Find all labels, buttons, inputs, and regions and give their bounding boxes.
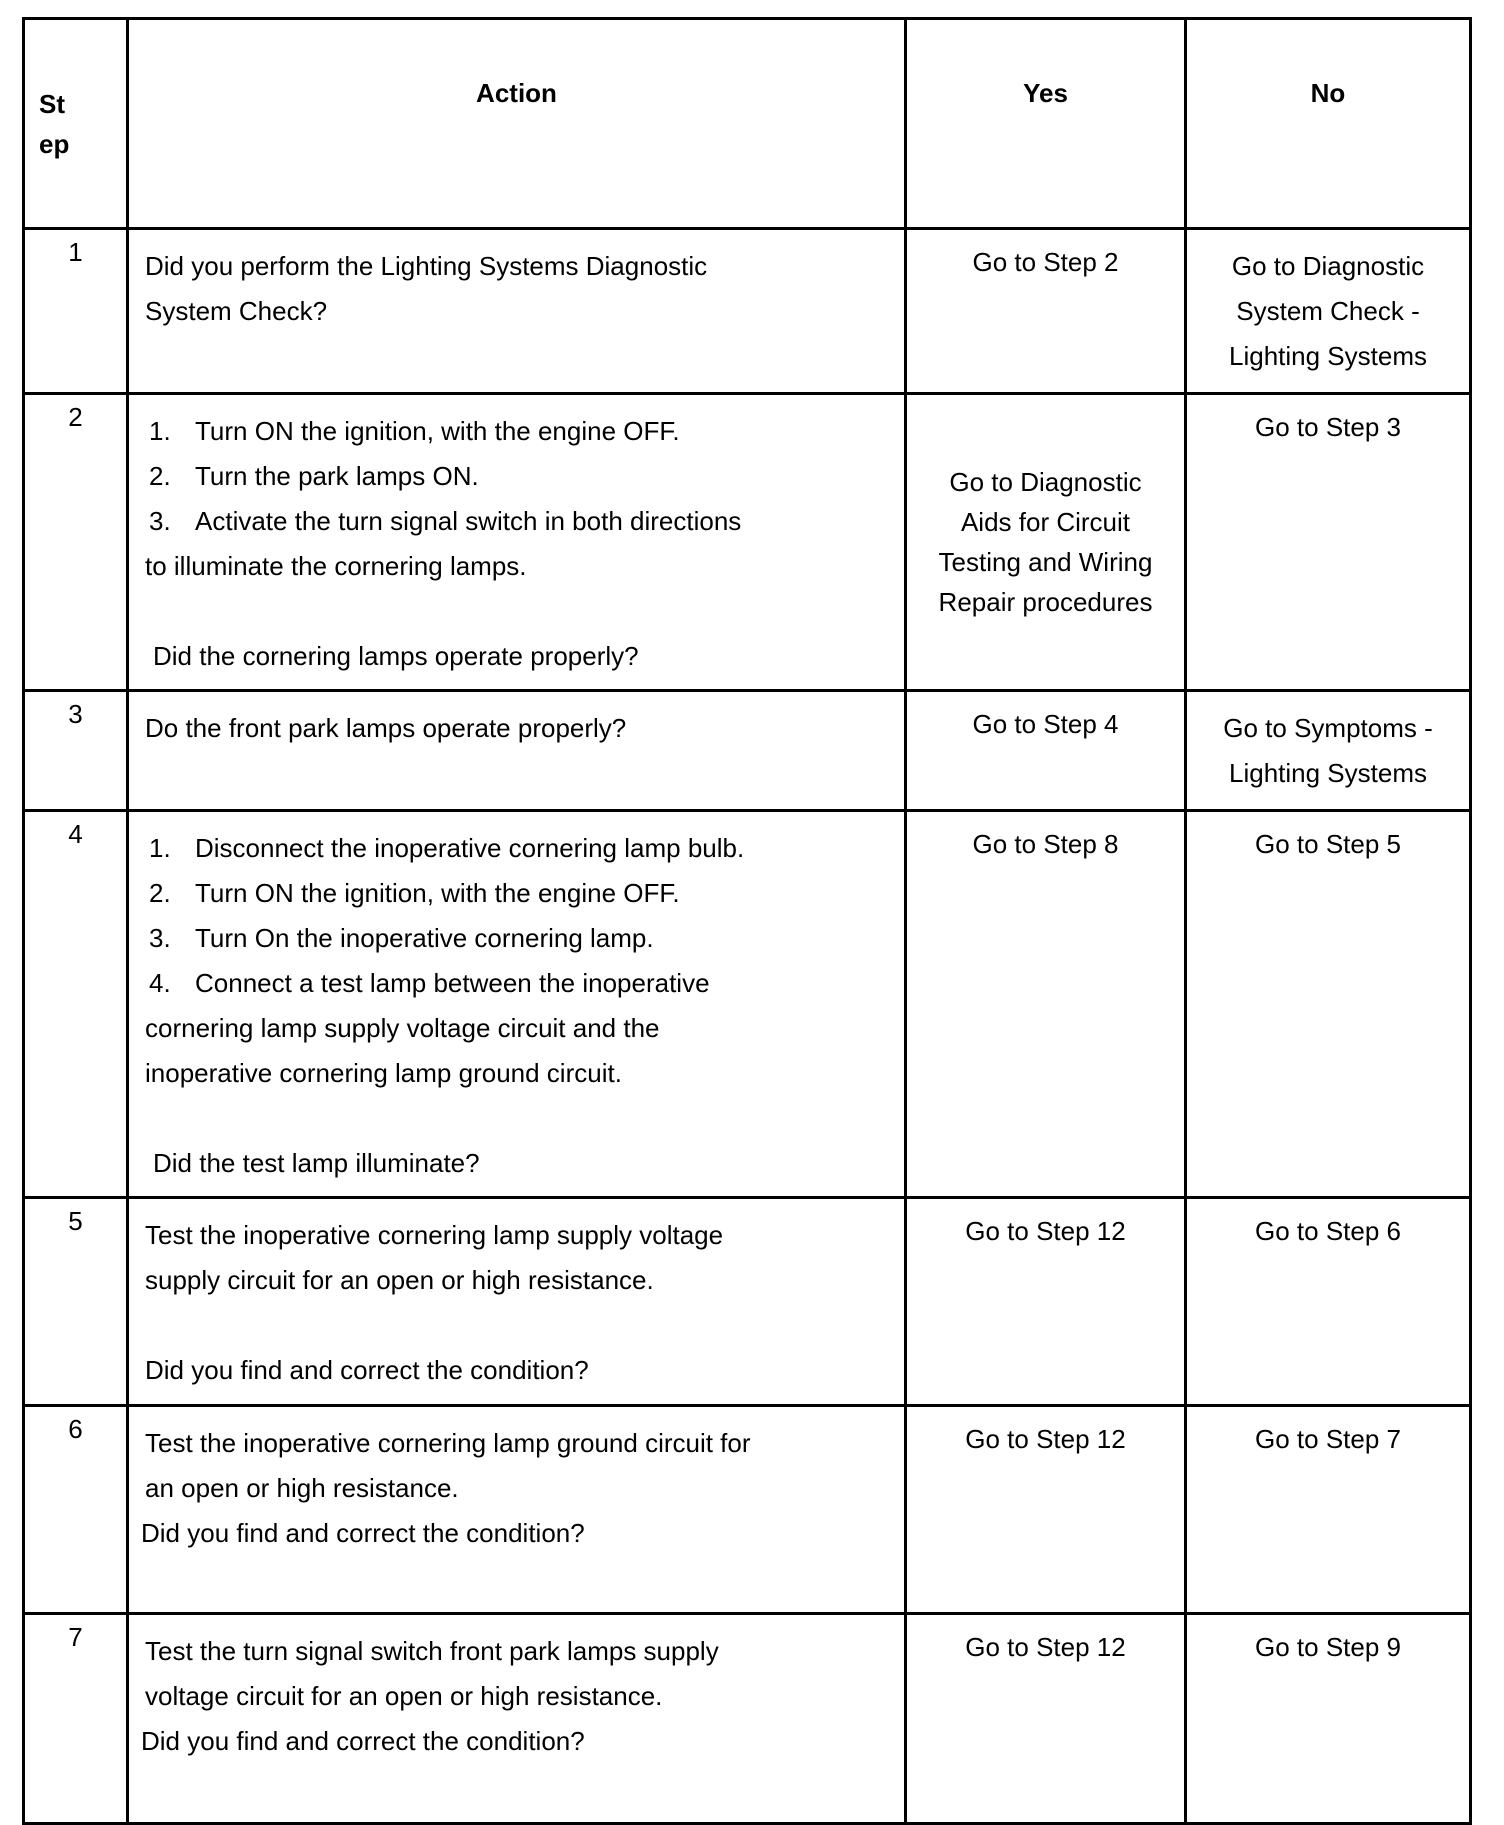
no-link-line: Go to Diagnostic [1231,251,1425,281]
action-text: an open or high resistance. [145,1473,459,1503]
action-text: inoperative cornering lamp ground circuit. [145,1058,622,1088]
yes-link[interactable]: Go to Step 4 [972,709,1119,739]
spacer [145,1096,888,1141]
no-link-line: Lighting Systems [1229,341,1427,371]
action-list-item: 1. Disconnect the inoperative cornering lamp bulb. [149,833,745,863]
yes-link[interactable]: Go to Step 12 [965,1632,1126,1662]
step-number: 5 [24,1198,128,1406]
action-text: Test the turn signal switch front park lamps supply [145,1636,719,1666]
no-link[interactable]: Go to Step 6 [1255,1216,1401,1246]
no-link[interactable]: Go to Step 9 [1255,1632,1401,1662]
header-yes: Yes [906,19,1186,229]
action-text: Do the front park lamps operate properly? [145,713,627,743]
action-question: Did you find and correct the condition? [141,1726,585,1756]
action-text: Test the inoperative cornering lamp supply voltage [145,1220,724,1250]
yes-link[interactable]: Go to Step 12 [965,1424,1126,1454]
action-cell [128,1406,906,1614]
no-link[interactable]: Go to Step 7 [1255,1424,1401,1454]
yes-cell [906,1406,1186,1614]
step-number: 6 [24,1406,128,1614]
no-link-line: Go to Symptoms - [1223,713,1433,743]
action-cell [128,811,906,1198]
spacer [145,589,888,634]
yes-link[interactable]: Go to Step 12 [965,1216,1126,1246]
action-cell [128,229,906,394]
no-cell[interactable] [1186,691,1471,811]
yes-link-line: Repair procedures [938,587,1153,617]
header-no: No [1186,19,1471,229]
no-cell [1186,1406,1471,1614]
action-list-item: 2. Turn the park lamps ON. [149,461,479,491]
no-link-line: Lighting Systems [1229,758,1427,788]
action-list-item: 2. Turn ON the ignition, with the engine OFF. [149,878,680,908]
no-cell [1186,394,1471,691]
step-number: 1 [24,229,128,394]
action-text: Test the inoperative cornering lamp ground circuit for [145,1428,751,1458]
yes-cell [906,1614,1186,1824]
yes-link[interactable]: Go to Step 8 [972,829,1119,859]
action-text: Did you perform the Lighting Systems Diagnostic [145,251,708,281]
action-question: Did the cornering lamps operate properly? [153,641,639,671]
action-text: to illuminate the cornering lamps. [145,551,527,581]
action-cell [128,691,906,811]
action-cell [128,394,906,691]
no-cell[interactable] [1186,229,1471,394]
yes-cell [906,811,1186,1198]
yes-link-line: Aids for Circuit [960,507,1131,537]
step-number: 7 [24,1614,128,1824]
table-row [24,691,1471,811]
no-cell [1186,1614,1471,1824]
action-question: Did the test lamp illuminate? [153,1148,480,1178]
step-number: 4 [24,811,128,1198]
action-question: Did you find and correct the condition? [141,1518,585,1548]
diagnostic-table [22,17,1472,1825]
yes-cell [906,691,1186,811]
no-link[interactable]: Go to Step 3 [1255,412,1401,442]
table-row [24,394,1471,691]
spacer [145,1303,888,1348]
step-number: 3 [24,691,128,811]
header-step-line2: ep [39,128,70,159]
no-link-line: System Check - [1236,296,1420,326]
action-list-item: 3. Turn On the inoperative cornering lamp. [149,923,654,953]
action-text: voltage circuit for an open or high resistance. [145,1681,663,1711]
yes-link[interactable]: Go to Step 2 [972,247,1119,277]
action-text: supply circuit for an open or high resistance. [145,1265,654,1295]
table-row [24,1406,1471,1614]
header-step [24,19,128,229]
no-cell [1186,1198,1471,1406]
table-row [24,1614,1471,1824]
header-row [24,19,1471,229]
table-row [24,1198,1471,1406]
table-row [24,811,1471,1198]
action-list-item: 3. Activate the turn signal switch in both directions [149,506,742,536]
yes-link-line: Testing and Wiring [938,547,1153,577]
yes-cell [906,229,1186,394]
step-number: 2 [24,394,128,691]
header-step-line1: St [39,88,65,119]
yes-link-line: Go to Diagnostic [949,467,1142,497]
action-text: System Check? [145,296,328,326]
action-question: Did you find and correct the condition? [145,1355,589,1385]
action-cell [128,1198,906,1406]
action-list-item: 4. Connect a test lamp between the inoperative [149,968,710,998]
no-cell [1186,811,1471,1198]
action-list-item: 1. Turn ON the ignition, with the engine OFF. [149,416,680,446]
header-action: Action [128,19,906,229]
action-text: cornering lamp supply voltage circuit and the [145,1013,660,1043]
no-link[interactable]: Go to Step 5 [1255,829,1401,859]
table-row [24,229,1471,394]
yes-cell [906,1198,1186,1406]
action-cell [128,1614,906,1824]
yes-cell[interactable] [906,394,1186,691]
